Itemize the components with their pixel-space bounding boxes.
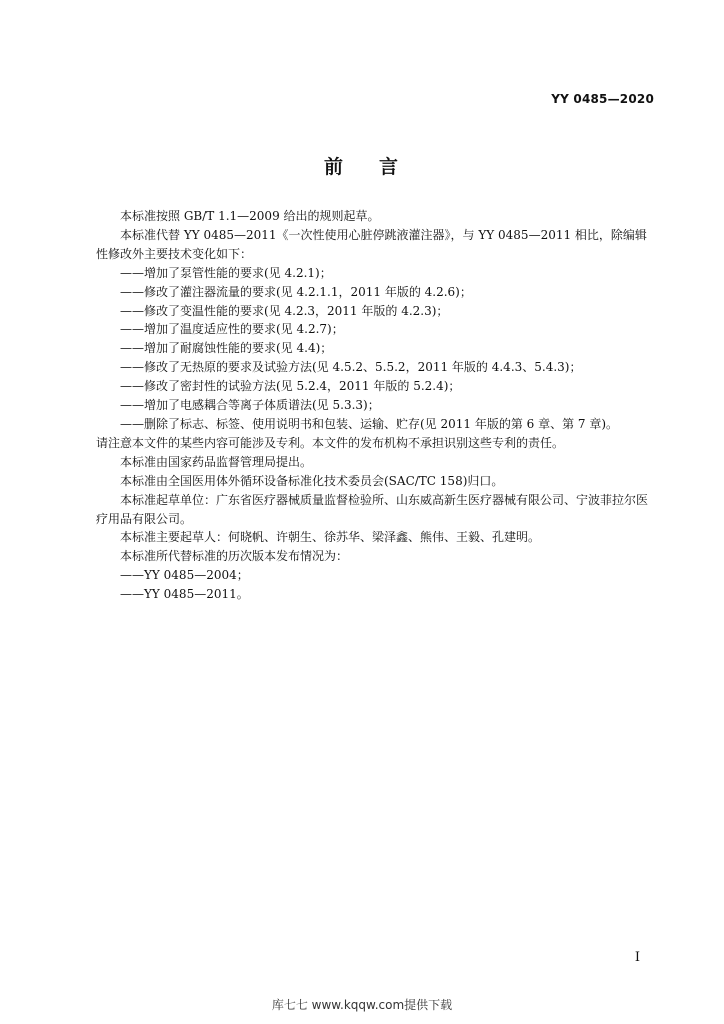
title-char-1: 前 (323, 156, 345, 178)
change-item: ——删除了标志、标签、使用说明书和包装、运输、贮存(见 2011 年版的第 6 章、第 7 章)。 (120, 416, 619, 431)
paragraph-patent-notice: 请注意本文件的某些内容可能涉及专利。本文件的发布机构不承担识别这些专利的责任。 (96, 435, 565, 450)
paragraph-previous-editions: 本标准所代替标准的历次版本发布情况为： (120, 549, 349, 564)
change-item: ——增加了耐腐蚀性能的要求(见 4.4)； (120, 341, 333, 356)
title-char-2: 言 (379, 156, 401, 178)
paragraph-drafting-units: 本标准起草单位：广东省医疗器械质量监督检验所、山东威高新生医疗器械有限公司、宁波菲拉尔医疗用品有限公司。 (96, 492, 649, 526)
paragraph-drafting-rules: 本标准按照 GB/T 1.1—2009 给出的规则起草。 (120, 209, 380, 223)
previous-edition-item: ——YY 0485—2011。 (120, 587, 249, 602)
previous-edition-item: ——YY 0485—2004； (120, 568, 249, 583)
change-item: ——修改了灌注器流量的要求(见 4.2.1.1，2011 年版的 4.2.6)； (120, 284, 472, 299)
change-item: ——修改了无热原的要求及试验方法(见 4.5.2、5.5.2，2011 年版的 4.4.3、5.4.3)； (120, 360, 582, 375)
foreword-body (96, 207, 652, 604)
change-item: ——增加了电感耦合等离子体质谱法(见 5.3.3)； (120, 398, 380, 413)
change-item: ——修改了变温性能的要求(见 4.2.3，2011 年版的 4.2.3)； (120, 303, 449, 318)
change-item: ——修改了密封性的试验方法(见 5.2.4，2011 年版的 5.2.4)； (120, 379, 461, 394)
paragraph-drafters: 本标准主要起草人：何晓帆、许朝生、徐苏华、梁泽鑫、熊伟、王毅、孔建明。 (120, 530, 541, 545)
page-number: I (634, 950, 640, 965)
paragraph-proposed-by: 本标准由国家药品监督管理局提出。 (120, 454, 313, 469)
footer-watermark: 库七七 www.kqqw.com提供下载 (271, 998, 453, 1012)
change-item: ——增加了温度适应性的要求(见 4.2.7)； (120, 322, 344, 337)
change-item: ——增加了泵管性能的要求(见 4.2.1)； (120, 265, 332, 280)
document-code: YY 0485—2020 (551, 92, 654, 106)
paragraph-replacement: 本标准代替 YY 0485—2011《一次性使用心脏停跳液灌注器》，与 YY 0485—2011 相比，除编辑性修改外主要技术变化如下： (96, 227, 647, 261)
paragraph-managed-by: 本标准由全国医用体外循环设备标准化技术委员会(SAC/TC 158)归口。 (120, 473, 504, 488)
page-title (0, 152, 724, 179)
